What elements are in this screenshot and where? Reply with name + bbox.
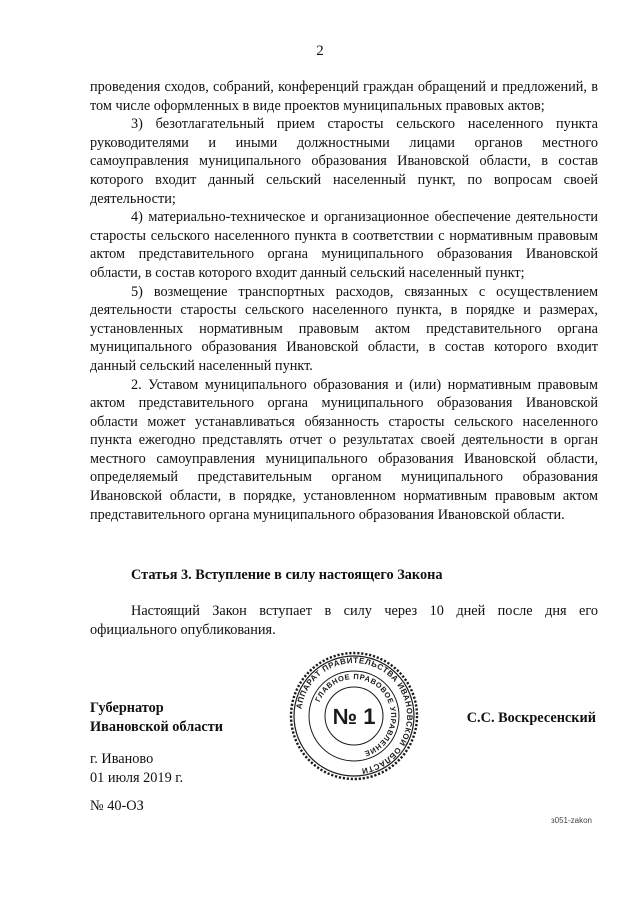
seal-outer-text: АППАРАТ ПРАВИТЕЛЬСТВА ИВАНОВСКОЙ ОБЛАСТИ (294, 655, 415, 776)
seal-inner-text: ГЛАВНОЕ ПРАВОВОЕ УПРАВЛЕНИЕ (313, 671, 399, 759)
body-text (90, 78, 598, 524)
law-number: № 40-ОЗ (90, 798, 144, 814)
paragraph-part-2: 2. Уставом муниципального образования и (или) нормативным правовым актом представительного органа муниципального образования Ивановской области может устанавливаться обязанность старосты сельского населенного пункта ежегодно представлять отчет о результатах своей деятельности в орган местного самоуправления муниципального образования Ивановской области, определяемый представительным органом муниципального образования Ивановской области, в порядке, установленном нормативным правовым актом представительного органа муниципального образования Ивановской области. (90, 376, 598, 523)
paragraph-item-4: 4) материально-техническое и организационное обеспечение деятельности старосты сельского населенного пункта в соответствии с нормативным правовым актом представительного органа муниципального образования Ивановской области, в состав которого входит данный сельский населенный пункт; (90, 209, 598, 281)
article-3-heading: Статья 3. Вступление в силу настоящего Закона (131, 567, 443, 583)
signatory-title (90, 699, 223, 736)
signing-date: 01 июля 2019 г. (90, 769, 184, 786)
place-and-date (90, 750, 183, 787)
signatory-title-line-1: Губернатор (90, 700, 164, 716)
document-code: з051-zakon (550, 816, 592, 825)
paragraph-item-5: 5) возмещение транспортных расходов, связанных с осуществлением деятельности старосты сельского населенного пункта, в порядке и размерах, установленных нормативным правовым актом представительного органа муниципального образования Ивановской области, в состав которого входит данный сельский населенный пункт. (90, 283, 598, 374)
page-number: 2 (316, 43, 324, 59)
paragraph-continuation: проведения сходов, собраний, конференций граждан обращений и предложений, в том числе оформленных в виде проектов муниципальных правовых актов; (90, 79, 598, 114)
official-seal (289, 651, 419, 781)
seal-number: № 1 (332, 704, 376, 729)
signing-place: г. Иваново (90, 751, 154, 767)
paragraph-item-3: 3) безотлагательный прием старосты сельского населенного пункта руководителями и иными должностными лицами органов местного самоуправления муниципального образования Ивановской области, в состав которого входит данный сельский населенный пункт, по вопросам своей деятельности; (90, 116, 598, 207)
signatory-name: С.С. Воскресенский (466, 710, 596, 726)
article-3-text: Настоящий Закон вступает в силу через 10 дней после дня его официального опубликования. (90, 603, 598, 638)
signatory-title-line-2: Ивановской области (90, 718, 223, 735)
